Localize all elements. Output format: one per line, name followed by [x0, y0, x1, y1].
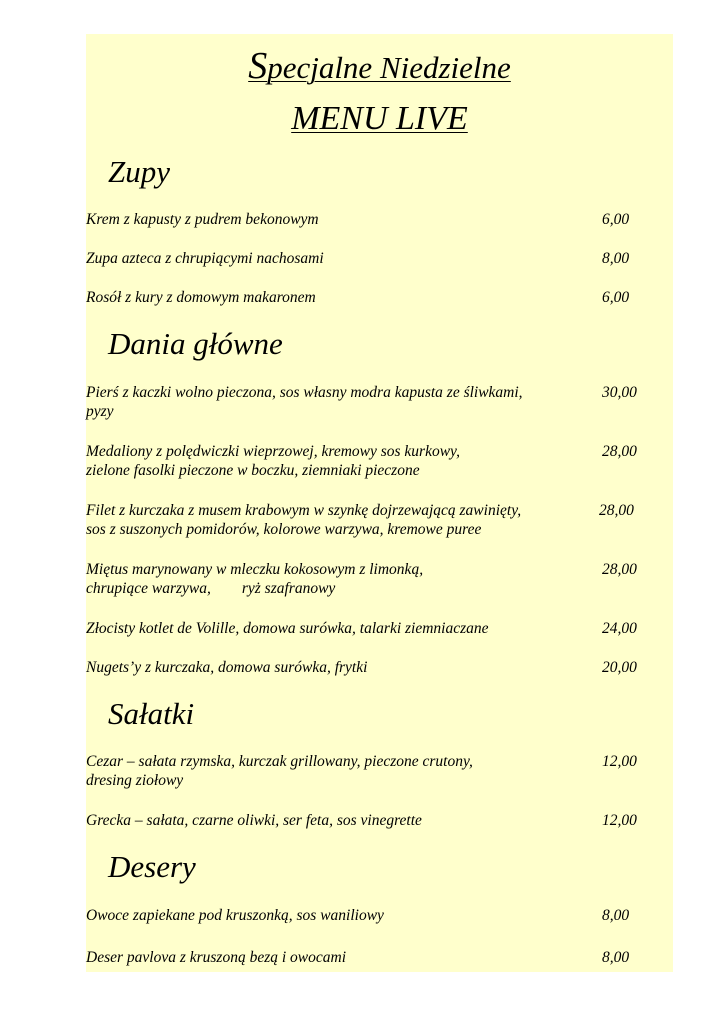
item-line: Rosół z kury z domowym makaronem	[86, 289, 316, 306]
item-line: Krem z kapusty z pudrem bekonowym	[86, 211, 319, 228]
menu-item	[86, 383, 586, 421]
item-line: zielone fasolki pieczone w boczku, ziemniaki pieczone	[86, 462, 420, 479]
section-heading-soups: Zupy	[108, 154, 170, 189]
item-line: Deser pavlova z kruszoną bezą i owocami	[86, 949, 347, 966]
item-line: Owoce zapiekane pod kruszonką, sos waniliowy	[86, 907, 384, 924]
item-price: 6,00	[602, 211, 630, 228]
section-heading-main-dishes: Dania główne	[108, 326, 283, 361]
item-line: Grecka – sałata, czarne oliwki, ser feta, sos vinegrette	[86, 812, 422, 829]
item-price: 28,00	[602, 443, 637, 460]
menu-item	[86, 442, 586, 480]
item-line: Nugets’y z kurczaka, domowa surówka, frytki	[86, 659, 368, 676]
item-price: 8,00	[602, 250, 630, 267]
menu-item	[86, 811, 586, 830]
item-price: 24,00	[602, 620, 637, 637]
menu-title	[86, 44, 673, 88]
item-line: Zupa azteca z chrupiącymi nachosami	[86, 250, 324, 267]
item-price: 20,00	[602, 659, 637, 676]
menu-item	[86, 948, 586, 967]
menu-item	[86, 560, 586, 598]
item-line: pyzy	[86, 403, 114, 420]
item-price: 8,00	[602, 907, 630, 924]
menu-item	[86, 658, 586, 677]
menu-item	[86, 288, 586, 307]
item-price: 8,00	[602, 949, 630, 966]
item-price: 12,00	[602, 753, 637, 770]
menu-item	[86, 501, 586, 539]
section-heading-salads: Sałatki	[108, 696, 195, 731]
item-line: sos z suszonych pomidorów, kolorowe warzywa, kremowe puree	[86, 521, 482, 538]
menu-item	[86, 249, 586, 268]
item-price: 28,00	[602, 561, 637, 578]
item-line: chrupiące warzywa, ryż szafranowy	[86, 580, 336, 597]
item-line: Miętus marynowany w mleczku kokosowym z limonką,	[86, 561, 424, 578]
item-price: 30,00	[602, 384, 637, 401]
title-initial: S	[248, 45, 268, 87]
menu-subtitle: MENU LIVE	[291, 100, 468, 137]
item-price: 12,00	[602, 812, 637, 829]
title-rest: pecjalne Niedzielne	[267, 50, 511, 85]
item-line: Filet z kurczaka z musem krabowym w szynkę dojrzewającą zawinięty,	[86, 502, 522, 519]
item-line: Cezar – sałata rzymska, kurczak grillowany, pieczone crutony,	[86, 753, 473, 770]
section-heading-desserts: Desery	[108, 849, 196, 884]
menu-item	[86, 210, 586, 229]
menu-item	[86, 619, 586, 638]
item-line: dresing ziołowy	[86, 772, 184, 789]
item-price: 6,00	[602, 289, 630, 306]
menu-item	[86, 906, 586, 925]
menu-panel	[86, 34, 673, 972]
item-line: Złocisty kotlet de Volille, domowa surówka, talarki ziemniaczane	[86, 620, 489, 637]
item-line: Pierś z kaczki wolno pieczona, sos własny modra kapusta ze śliwkami,	[86, 384, 523, 401]
item-price: 28,00	[599, 502, 634, 519]
item-line: Medaliony z polędwiczki wieprzowej, kremowy sos kurkowy,	[86, 443, 460, 460]
menu-item	[86, 752, 586, 790]
